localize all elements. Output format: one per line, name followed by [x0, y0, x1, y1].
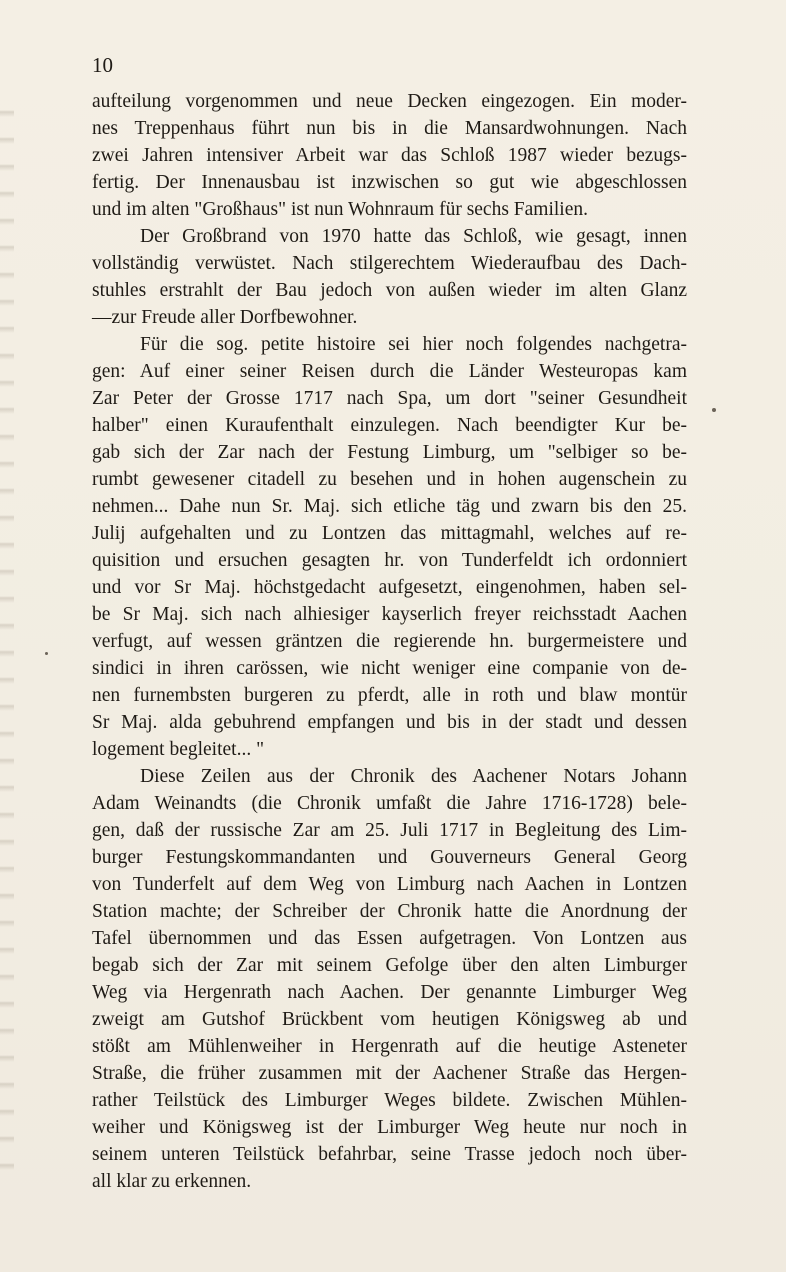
text-line: gab sich der Zar nach der Festung Limburg, um "selbiger so be-: [92, 442, 687, 463]
text-line: Sr Maj. alda gebuhrend empfangen und bis in der stadt und dessen: [92, 712, 687, 733]
text-line: sindici in ihren carössen, wie nicht weniger eine companie von de-: [92, 658, 687, 679]
text-line: weiher und Königsweg ist der Limburger Weg heute nur noch in: [92, 1117, 687, 1138]
text-line: burger Festungskommandanten und Gouverneurs General Georg: [92, 847, 687, 868]
text-line: Straße, die früher zusammen mit der Aachener Straße das Hergen-: [92, 1063, 687, 1084]
paper-speck: [45, 652, 48, 655]
text-line: quisition und ersuchen gesagten hr. von Tunderfeldt ich ordonniert: [92, 550, 687, 571]
text-line: Weg via Hergenrath nach Aachen. Der genannte Limburger Weg: [92, 982, 687, 1003]
bleed-through-marks: [0, 90, 14, 1170]
page-number: 10: [92, 53, 113, 77]
paper-speck: [712, 408, 716, 412]
text-line: —zur Freude aller Dorfbewohner.: [92, 307, 358, 328]
text-line: Zar Peter der Grosse 1717 nach Spa, um dort "seiner Gesundheit: [92, 388, 687, 409]
text-line: Adam Weinandts (die Chronik umfaßt die Jahre 1716-1728) bele-: [92, 793, 687, 814]
text-line: und im alten "Großhaus" ist nun Wohnraum für sechs Familien.: [92, 199, 589, 220]
text-line: gen, daß der russische Zar am 25. Juli 1717 in Begleitung des Lim-: [92, 820, 687, 841]
text-line: seinem unteren Teilstück befahrbar, seine Trasse jedoch noch über-: [92, 1144, 687, 1165]
text-line: Für die sog. petite histoire sei hier noch folgendes nachgetra-: [140, 334, 687, 355]
text-line: gen: Auf einer seiner Reisen durch die Länder Westeuropas kam: [92, 361, 687, 382]
text-line: nehmen... Dahe nun Sr. Maj. sich etliche täg und zwarn bis den 25.: [92, 496, 687, 517]
body-text: [92, 88, 687, 1195]
text-line: rather Teilstück des Limburger Weges bildete. Zwischen Mühlen-: [92, 1090, 687, 1111]
text-line: verfugt, auf wessen gräntzen die regierende hn. burgermeistere und: [92, 631, 687, 652]
text-line: nen furnembsten burgeren zu pferdt, alle in roth und blaw montür: [92, 685, 687, 706]
text-line: stuhles erstrahlt der Bau jedoch von außen wieder im alten Glanz: [92, 280, 687, 301]
text-line: vollständig verwüstet. Nach stilgerechtem Wiederaufbau des Dach-: [92, 253, 687, 274]
text-line: begab sich der Zar mit seinem Gefolge über den alten Limburger: [92, 955, 687, 976]
text-line: be Sr Maj. sich nach alhiesiger kayserlich freyer reichsstadt Aachen: [92, 604, 687, 625]
text-line: Diese Zeilen aus der Chronik des Aachener Notars Johann: [140, 766, 687, 787]
text-line: und vor Sr Maj. höchstgedacht aufgesetzt, eingenohmen, haben sel-: [92, 577, 687, 598]
text-line: halber" einen Kuraufenthalt einzulegen. Nach beendigter Kur be-: [92, 415, 687, 436]
text-line: all klar zu erkennen.: [92, 1171, 252, 1192]
text-line: nes Treppenhaus führt nun bis in die Mansardwohnungen. Nach: [92, 118, 687, 139]
text-line: rumbt gewesener citadell zu besehen und in hohen augenschein zu: [92, 469, 687, 490]
text-line: logement begleitet... ": [92, 739, 265, 760]
text-line: Der Großbrand von 1970 hatte das Schloß, wie gesagt, innen: [140, 226, 687, 247]
text-line: Tafel übernommen und das Essen aufgetragen. Von Lontzen aus: [92, 928, 687, 949]
text-line: stößt am Mühlenweiher in Hergenrath auf die heutige Asteneter: [92, 1036, 687, 1057]
text-line: aufteilung vorgenommen und neue Decken eingezogen. Ein moder-: [92, 91, 687, 112]
text-line: Julij aufgehalten und zu Lontzen das mittagmahl, welches auf re-: [92, 523, 687, 544]
text-line: von Tunderfelt auf dem Weg von Limburg nach Aachen in Lontzen: [92, 874, 687, 895]
text-line: fertig. Der Innenausbau ist inzwischen so gut wie abgeschlossen: [92, 172, 687, 193]
text-line: zweigt am Gutshof Brückbent vom heutigen Königsweg ab und: [92, 1009, 687, 1030]
text-line: Station machte; der Schreiber der Chronik hatte die Anordnung der: [92, 901, 687, 922]
text-line: zwei Jahren intensiver Arbeit war das Schloß 1987 wieder bezugs-: [92, 145, 687, 166]
